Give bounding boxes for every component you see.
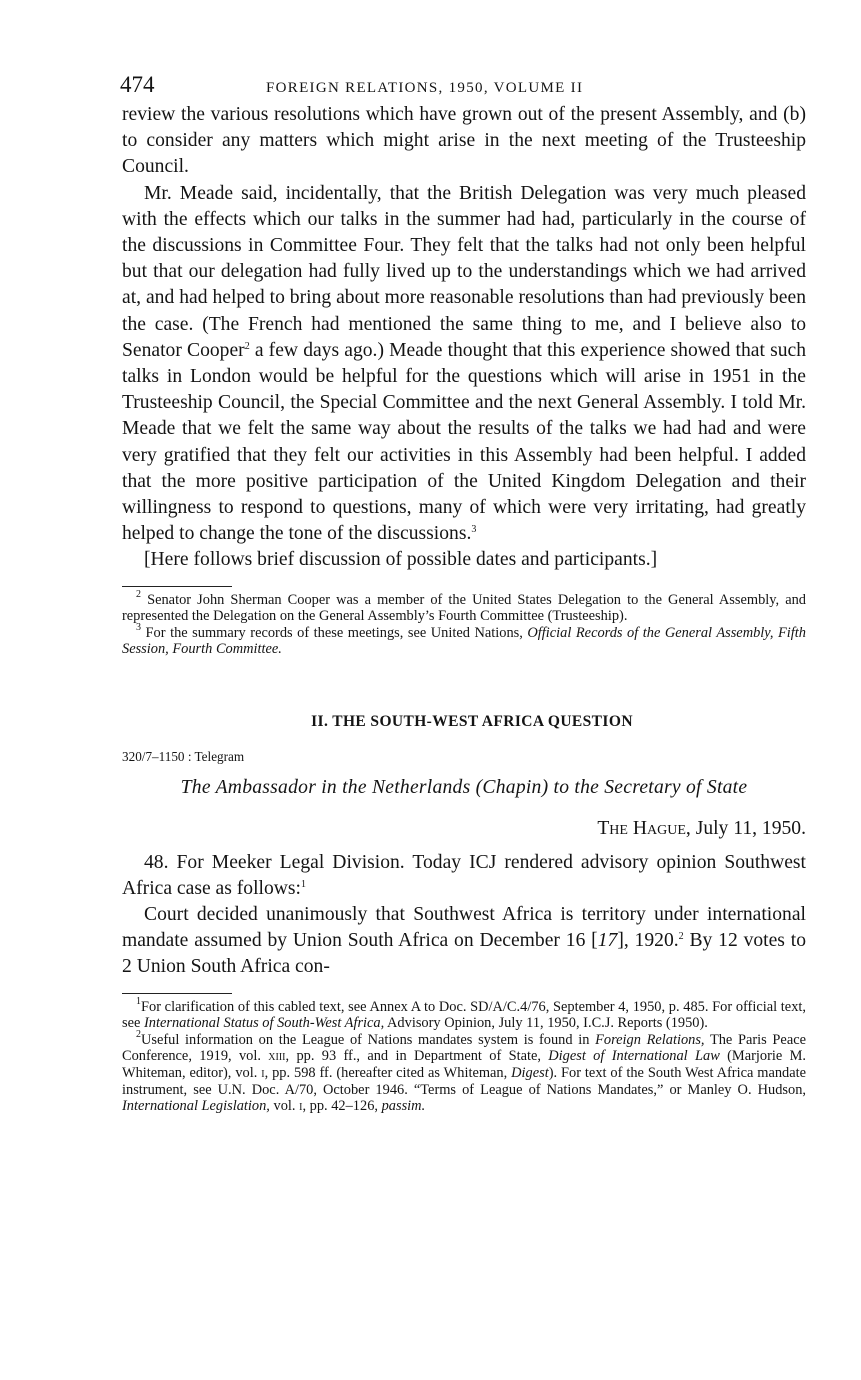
volume-number: i	[299, 1098, 303, 1115]
footnote-number: 2	[136, 588, 141, 600]
footnote-marker: 1	[301, 878, 306, 890]
footnote-text: The Paris Peace Conference, 1919, vol.	[122, 1031, 806, 1065]
paragraph-text: a few days ago.) Meade thought that this experience showed that such talks in London would be helpful for the questions which will arise in 1951 in the Trusteeship Council, the Special Committee and the next General Assembly. I told Mr. Meade that we felt the same way about the results of the talks we had had and were very gratified that they felt our activities in this Assembly had been helpful. I added that the more positive participation of the United Kingdom Delegation and their willingness to respond to questions, many of which were very irritating, had greatly helped to change the tone of the discussions.	[122, 339, 806, 545]
paragraph	[122, 102, 806, 181]
paragraph-text: Mr. Meade said, incidentally, that the British Delegation was very much pleased with the effects which our talks in the summer had had, particularly in the course of the discussions in Committee Four. They felt that the talks had not only been helpful but that our delegation had fully lived up to the understandings which we had arrived at, and had helped to bring about more reasonable resolutions than had previously been the case. (The French had mentioned the same thing to me, and I believe also to Senator Cooper	[122, 182, 806, 361]
running-head-title: FOREIGN RELATIONS, 1950, VOLUME II	[266, 80, 584, 96]
dateline-place: The Hague	[597, 817, 686, 839]
footnote-citation: Official Records of the General Assembly, Fifth Session, Fourth Committee.	[122, 624, 806, 658]
volume-number: i	[261, 1064, 265, 1081]
paragraph-text: By 12 votes to 2 Union South Africa con-	[122, 930, 806, 978]
footnote-citation: International Status of South-West Africa,	[143, 1015, 385, 1032]
footnote-marker: 3	[471, 524, 477, 536]
paragraph-text: 48. For Meeker Legal Division. Today ICJ rendered advisory opinion Southwest Africa case as follows:	[122, 851, 806, 899]
footnote-text: , pp. 598 ff. (hereafter cited as Whiteman,	[264, 1064, 512, 1081]
page-number: 474	[120, 72, 155, 97]
paragraph	[122, 547, 806, 573]
editorial-correction: 17	[597, 930, 618, 952]
dateline	[122, 818, 806, 840]
footnote-marker: 2	[678, 931, 684, 943]
file-number: 320/7–1150 : Telegram	[122, 749, 245, 765]
footnote-marker: 2	[244, 340, 250, 352]
footnote-citation: Foreign Relations,	[595, 1031, 705, 1048]
footnote-text: vol.	[269, 1098, 300, 1115]
footnote-citation: Digest of International Law	[548, 1048, 720, 1065]
footnote-text: For clarification of this cabled text, see Annex A to Doc. SD/A/C.4/76, September 4, 1950, p. 485. For official text, see	[122, 998, 806, 1032]
paragraph-text: review the various resolutions which have grown out of the present Assembly, and (b) to consider any matters which might arise in the next meeting of the Trusteeship Council.	[122, 104, 806, 178]
paragraph	[122, 181, 806, 548]
footnote	[122, 995, 806, 1032]
title-text: ) to the Secretary of State	[541, 777, 748, 799]
title-text: The Ambassador in the Netherlands (	[180, 777, 483, 799]
telegram-body	[122, 850, 806, 981]
footnote-citation: passim.	[381, 1098, 426, 1115]
footnote	[122, 1028, 807, 1115]
footnote	[122, 621, 806, 658]
footnote-text: ). For text of the South West Africa mandate instrument, see U.N. Doc. A/70, October 1946. “Terms of League of Nations Mandates,” or Manley O. Hudson,	[122, 1064, 807, 1098]
paragraph	[122, 850, 806, 902]
footnote-text: (Marjorie M. Whiteman, editor), vol.	[122, 1048, 806, 1081]
footnote-text: , pp. 93 ff., and in Department of State,	[285, 1048, 549, 1065]
body-text	[122, 102, 806, 574]
paragraph-text: ], 1920.	[617, 930, 679, 952]
footnote-citation: Digest	[511, 1064, 549, 1081]
editorial-note: [Here follows brief discussion of possible dates and participants.]	[144, 549, 658, 571]
footnote-number: 2	[136, 1028, 141, 1040]
paragraph-text: Court decided unanimously that Southwest Africa is territory under international mandate assumed by Union South Africa on December 16 [	[122, 903, 806, 952]
volume-number: xiii	[268, 1048, 286, 1065]
footnote-divider	[122, 586, 232, 587]
footnote-text: , pp. 42–126,	[302, 1098, 382, 1115]
footnote-text: Useful information on the League of Nations mandates system is found in	[141, 1031, 596, 1048]
document-title	[122, 775, 806, 802]
footnote-number: 3	[136, 621, 141, 633]
footnotes-bottom	[122, 995, 807, 1115]
footnote-text: For the summary records of these meetings, see United Nations,	[145, 624, 528, 641]
footnote-text: Advisory Opinion, July 11, 1950, I.C.J. Reports (1950).	[384, 1015, 708, 1032]
footnote-citation: International Legislation,	[122, 1098, 270, 1115]
document-page	[122, 72, 806, 1115]
footnote-text: Senator John Sherman Cooper was a member of the United States Delegation to the General Assembly, and represented the Delegation on the General Assembly’s Fourth Committee (Trusteeship).	[122, 591, 806, 625]
section-heading: II. THE SOUTH-WEST AFRICA QUESTION	[311, 713, 633, 731]
title-name: Chapin	[482, 777, 542, 799]
footnotes-top	[122, 588, 806, 658]
footnote-number: 1	[136, 995, 141, 1007]
footnote-divider	[122, 993, 232, 994]
footnote	[122, 588, 806, 625]
paragraph	[122, 902, 806, 981]
dateline-date: , July 11, 1950.	[685, 817, 806, 839]
running-head	[122, 72, 806, 102]
